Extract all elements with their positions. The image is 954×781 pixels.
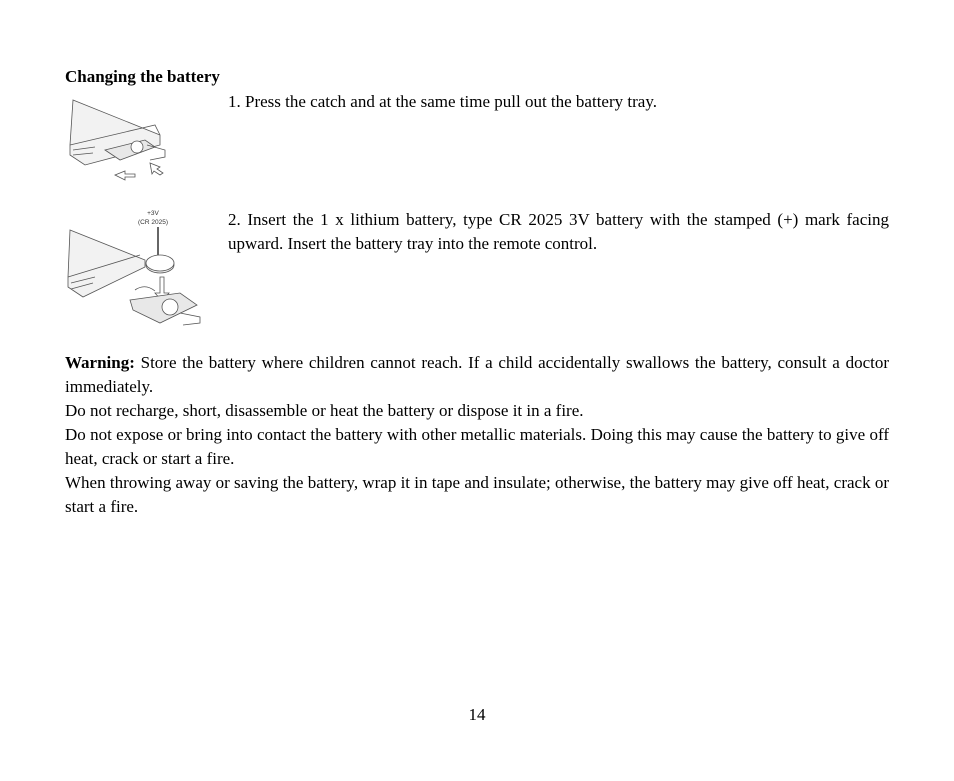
warning-text: Store the battery where children cannot reach. If a child accidentally swallows the battery, consult a doctor immediately.	[65, 353, 889, 396]
section-heading: Changing the battery	[65, 67, 220, 86]
step-1-text: 1. Press the catch and at the same time pull out the battery tray.	[228, 92, 657, 111]
warning-paragraph	[65, 351, 889, 399]
battery-voltage-label: +3V	[147, 210, 159, 217]
warning-block	[65, 351, 889, 519]
battery-tray-removal-illustration	[65, 95, 170, 185]
warning-line-metallic: Do not expose or bring into contact the battery with other metallic materials. Doing this may cause the battery to give off heat, crack or start a fire.	[65, 425, 889, 468]
page-number: 14	[468, 705, 486, 724]
battery-type-label: (CR 2025)	[138, 219, 168, 226]
warning-label: Warning:	[65, 353, 135, 372]
warning-line-recharge: Do not recharge, short, disassemble or heat the battery or dispose it in a fire.	[65, 401, 584, 420]
step-2-text: 2. Insert the 1 x lithium battery, type CR 2025 3V battery with the stamped (+) mark facing upward. Insert the battery tray into the remote control.	[228, 210, 889, 253]
battery-insertion-illustration	[65, 205, 205, 330]
warning-line-disposal: When throwing away or saving the battery, wrap it in tape and insulate; otherwise, the battery may give off heat, crack or start a fire.	[65, 473, 889, 516]
